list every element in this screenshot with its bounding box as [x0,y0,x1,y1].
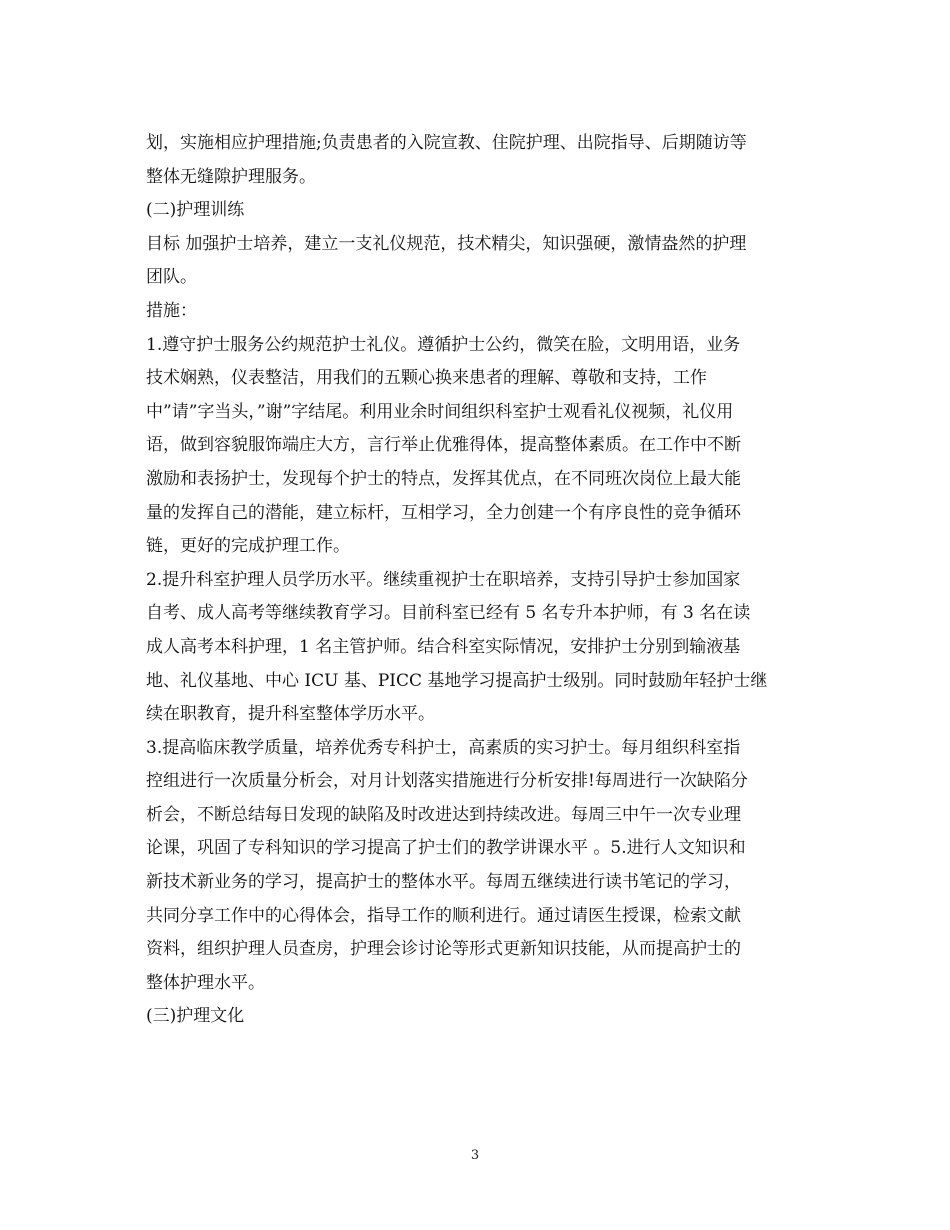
text-line: 整体无缝隙护理服务。 [146,166,316,187]
text-line: 地、礼仪基地、中心 ICU 基、PICC 基地学习提高护士级别。同时鼓励年轻护士继 [146,670,768,691]
text-line: 2.提升科室护理人员学历水平。继续重视护士在职培养，支持引导护士参加国家 [146,569,741,590]
text-line: 团队。 [146,267,197,288]
text-line: 量的发挥自己的潜能，建立标杆，互相学习，全力创建一个有序良性的竞争循环 [146,502,741,523]
text-line: 成人高考本科护理，1 名主管护师。结合科室实际情况，安排护士分别到输液基 [146,636,741,657]
text-line: 论课，巩固了专科知识的学习提高了护士们的教学讲课水平 。5.进行人文知识和 [146,838,746,859]
text-line: 整体护理水平。 [146,972,265,993]
text-line: 链，更好的完成护理工作。 [146,536,350,557]
text-line: 新技术新业务的学习，提高护士的整体水平。每周五继续进行读书笔记的学习， [146,872,741,893]
section-heading: (二)护理训练 [146,200,245,221]
text-line: 析会，不断总结每日发现的缺陷及时改进达到持续改进。每周三中午一次专业理 [146,804,741,825]
body-text [146,127,816,1034]
text-line: 划，实施相应护理措施;负责患者的入院宣教、住院护理、出院指导、后期随访等 [146,133,747,153]
text-line: 目标 加强护士培养，建立一支礼仪规范，技术精尖，知识强硬，激情盎然的护理 [146,233,747,254]
text-line: 3.提高临床教学质量，培养优秀专科护士，高素质的实习护士。每月组织科室指 [146,737,741,758]
text-line: 续在职教育，提升科室整体学历水平。 [146,704,435,725]
text-line: 语，做到容貌服饰端庄大方，言行举止优雅得体，提高整体素质。在工作中不断 [146,435,741,456]
page-number: 3 [470,1148,480,1163]
text-line: 技术娴熟，仪表整洁，用我们的五颗心换来患者的理解、尊敬和支持，工作 [146,368,707,389]
section-heading: (三)护理文化 [146,1006,245,1027]
text-line: 1.遵守护士服务公约规范护士礼仪。遵循护士公约，微笑在脸，文明用语，业务 [146,334,741,355]
text-line: 共同分享工作中的心得体会，指导工作的顺利进行。通过请医生授课，检索文献 [146,905,741,926]
text-line: 中”请”字当头，”谢”字结尾。利用业余时间组织科室护士观看礼仪视频，礼仪用 [146,401,734,422]
text-line: 激励和表扬护士，发现每个护士的特点，发挥其优点，在不同班次岗位上最大能 [146,468,741,489]
text-line: 措施： [146,300,197,321]
text-line: 资料，组织护理人员查房，护理会诊讨论等形式更新知识技能，从而提高护士的 [146,939,741,960]
text-line: 控组进行一次质量分析会，对月计划落实措施进行分析安排!每周进行一次缺陷分 [146,771,748,792]
text-line: 自考、成人高考等继续教育学习。目前科室已经有 5 名专升本护师，有 3 名在读 [146,603,751,624]
